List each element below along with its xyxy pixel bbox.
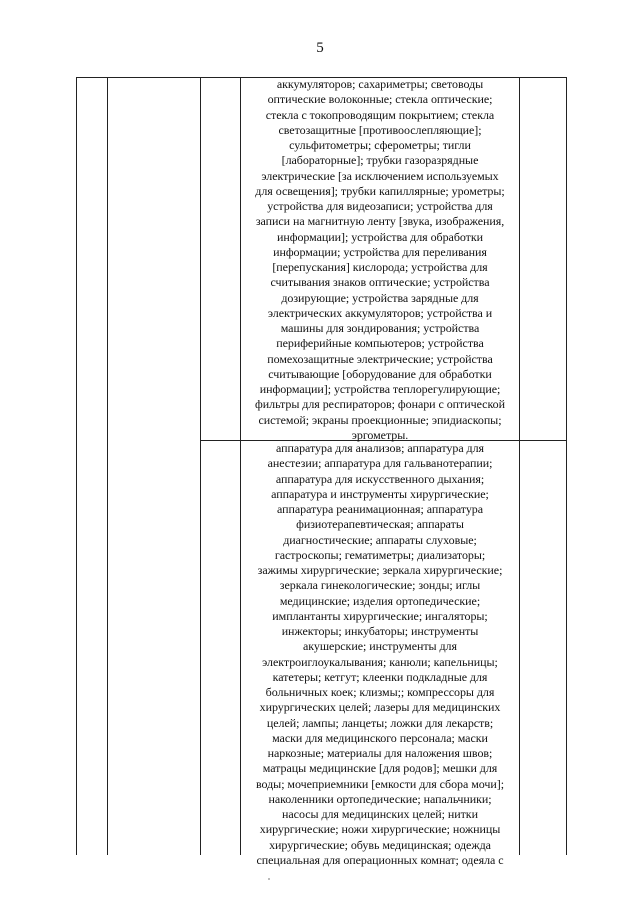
goods-line: катетеры; кетгут; клеенки подкладные для [272, 669, 488, 684]
goods-line: электрические [за исключением используемых [261, 168, 499, 183]
goods-line: системой; экраны проекционные; эпидиаскопы; [258, 412, 502, 427]
goods-line: дозирующие; устройства зарядные для [281, 290, 479, 305]
goods-line: медицинские; изделия ортопедические; [279, 593, 481, 608]
goods-line: специальная для операционных комнат; одеяла с [256, 852, 504, 867]
goods-line: воды; мочеприемники [емкости для сбора мочи]; [255, 776, 504, 791]
goods-line: целей; лампы; ланцеты; ложки для лекарств; [266, 715, 494, 730]
goods-line: стекла с токопроводящим покрытием; стекла [265, 107, 495, 122]
goods-line: помехозащитные электрические; устройства [267, 351, 493, 366]
goods-line: фильтры для респираторов; фонари с оптической [255, 397, 505, 412]
goods-line: акушерские; инструменты для [303, 639, 457, 654]
goods-line: инжекторы; инкубаторы; инструменты [281, 624, 479, 638]
page-number: 5 [316, 40, 324, 56]
goods-line: хирургические; ножи хирургические; ножницы [259, 822, 501, 837]
goods-line: сульфитометры; сферометры; тигли [289, 138, 471, 152]
goods-line: наколенники ортопедические; напальчники; [268, 791, 492, 806]
goods-list-cell [241, 77, 519, 443]
goods-line: информации]; устройства теплорегулирующие; [259, 382, 501, 396]
goods-line: анестезии; аппаратура для гальванотерапии; [267, 456, 493, 471]
goods-line: информации; устройства для переливания [273, 244, 487, 259]
goods-line: хирургические; обувь медицинская; одежда [269, 837, 491, 852]
table-left-border [76, 77, 77, 855]
goods-line: информации]; устройства для обработки [276, 229, 484, 244]
goods-line: физиотерапевтическая; аппараты [296, 517, 464, 532]
goods-line: [лабораторные]; трубки газоразрядные [281, 153, 479, 168]
goods-line: аппаратура для анализов; аппаратура для [275, 441, 485, 455]
goods-line: эргометры. [351, 427, 409, 442]
goods-line: машины для зондирования; устройства [280, 321, 480, 335]
goods-line: [перепускания] кислорода; устройства для [272, 260, 488, 274]
goods-line: периферийные компьютеров; устройства [276, 336, 484, 351]
column-divider [519, 77, 520, 855]
goods-line: хирургических целей; лазеры для медицинских [259, 700, 501, 715]
goods-line: записи на магнитную ленту [звука, изображения, [255, 214, 505, 229]
goods-line: диагностические; аппараты слуховые; [283, 532, 477, 547]
goods-list-cell [241, 441, 519, 868]
goods-line: зажимы хирургические; зеркала хирургические; [257, 563, 503, 577]
goods-line: имплантанты хирургические; ингаляторы; [272, 608, 488, 623]
goods-line: наркозные; материалы для наложения швов; [267, 746, 493, 760]
goods-line: больничных коек; клизмы;; компрессоры для [265, 685, 495, 699]
goods-line: аккумуляторов; сахариметры; световоды [276, 77, 484, 91]
goods-line: для освещения]; трубки капиллярные; урометры; [255, 183, 505, 198]
goods-line: матрацы медицинские [для родов]; мешки для [262, 761, 498, 776]
goods-line: гастроскопы; гематиметры; диализаторы; [274, 547, 486, 562]
goods-line: устройства для видеозаписи; устройства для [267, 199, 493, 213]
goods-line: аппаратура для искусственного дыхания; [275, 471, 485, 486]
goods-line: считывания знаков оптические; устройства [270, 275, 490, 290]
goods-line: аппаратура и инструменты хирургические; [271, 486, 489, 501]
goods-line: насосы для медицинских целей; нитки [282, 807, 478, 821]
goods-line: считывающие [оборудование для обработки [268, 366, 492, 381]
table-right-border [566, 77, 567, 855]
column-divider [200, 77, 201, 855]
scan-speck [268, 878, 270, 880]
goods-line: аппаратура реанимационная; аппаратура [276, 502, 484, 516]
goods-line: электрических аккумуляторов; устройства и [267, 305, 493, 320]
column-divider [107, 77, 108, 855]
goods-line: зеркала гинекологические; зонды; иглы [279, 578, 481, 593]
goods-line: электроиглоукалывания; канюли; капельницы; [262, 654, 498, 669]
goods-line: оптические волоконные; стекла оптические; [267, 92, 493, 107]
goods-line: маски для медицинского персонала; маски [272, 730, 488, 745]
goods-line: светозащитные [противоослепляющие]; [278, 122, 482, 137]
